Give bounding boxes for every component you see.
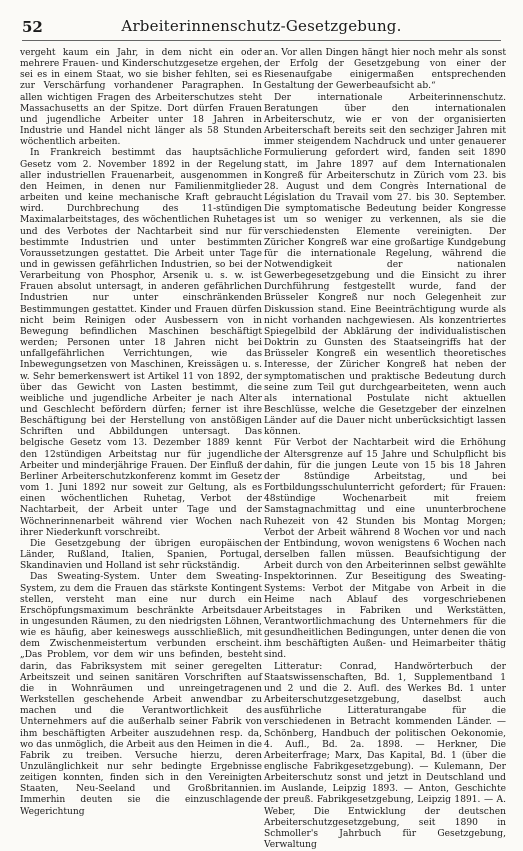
paragraph: In Frankreich bestimmt das hauptsächliche Gesetz vom 2. November 1892 in der Regelung aller industriellen Frauenarbeit, ausgenommen in den Heimen, in denen nur Familienmitglieder arbeiten und keine mechanische Kraft gebraucht wird. Durchbrechung des 11-stündigen Maximalarbeitstages, des wöchentlichen Ruhetages und des Verbotes der Nachtarbeit sind nur für bestimmte Industrien und unter bestimmten Voraussetzungen gestattet. Die Arbeit unter Tage und in gewissen gefährlichen Industrien, so bei der Verarbeitung von Phosphor, Arsenik u. s. w. ist Frauen absolut untersagt, in anderen gefährlichen Industrien nur unter einschränkenden Bestimmungen gestattet. Kinder und Frauen dürfen nicht beim Reinigen oder Ausbessern von in Bewegung befindlichen Maschinen beschäftigt werden; Personen unter 18 Jahren nicht bei unfallgefährlichen Verrichtungen, wie das Inbewegungsetzen von Maschinen, Kreissägen u. s. w. Sehr bemerkenswert ist Artikel 11 von 1892, der über das Gewicht von Lasten bestimmt, die weibliche und jugendliche Arbeiter je nach Alter und Geschlecht befördern dürfen; ferner ist ihre Beschäftigung bei der Herstellung von anstößigen Schriften und Abbildungen untersagt. Das belgische Gesetz vom 13. Dezember 1889 kennt den 12stündigen Arbeitstag nur für jugendliche Arbeiter und minderjährige Frauen. Der Einfluß der Berliner Arbeiterschutzkonferenz kommt im Gesetz vom 1. Juni 1892 nur soweit zur Geltung, als es einen wöchentlichen Ruhetag, Verbot der Nachtarbeit, der Arbeit unter Tage und der Wöchnerinnenarbeit während vier Wochen nach ihrer Niederkunft vorschreibt. <box>20 148 262 538</box>
paragraph: Für Verbot der Nachtarbeit wird die Erhöhung der Altersgrenze auf 15 Jahre und Schulpflicht bis dahin, für die jungen Leute von 15 bis 18 Jahren der 8stündige Arbeitstag, und bei Fortbildungsschulunterricht gefordert; für Frauen: 48stündige Wochenarbeit mit freiem Samstagnachmittag und eine ununterbrochene Ruhezeit von 42 Stunden bis Montag Morgen; Verbot der Arbeit während 8 Wochen vor und nach der Entbindung, wovon wenigstens 6 Wochen nach derselben fallen müssen. Beaufsichtigung der Arbeit durch von den Arbeiterinnen selbst gewählte Inspektorinnen. Zur Beseitigung des Sweating-Systems: Verbot der Mitgabe von Arbeit in die Heime nach Ablauf des vorgeschriebenen Arbeitstages in Fabriken und Werkstätten, Verantwortlichmachung des Unternehmers für die gesundheitlichen Bedingungen, unter denen die von ihm beschäftigten Außen- und Heimarbeiter thätig sind. <box>264 438 506 661</box>
paragraph: an. Vor allen Dingen hängt hier noch mehr als sonst der Erfolg der Gesetzgebung von einer der Riesenaufgabe einigermaßen entsprechenden Gestaltung der Gewerbeaufsicht ab.“ <box>264 48 506 92</box>
paragraph: Der internationale Arbeiterinnenschutz. Beratungen über den internationalen Arbeiterschutz, wie er von der organisierten Arbeiterschaft bereits seit den sechziger Jahren mit immer steigendem Nachdruck und unter genauerer Formulierung gefordert wird, fanden seit 1890 statt, im Jahre 1897 auf dem Internationalen Kongreß für Arbeiterschutz in Zürich vom 23. bis 28. August und dem Congrès International de Législation du Travail vom 27. bis 30. September. Die symptomatische Bedeutung beider Kongresse ist um so weniger zu verkennen, als sie die verschiedensten Elemente vereinigten. Der Züricher Kongreß war eine großartige Kundgebung für die internationale Regelung, während die Notwendigkeit der nationalen Gewerbegesetzgebung und die Einsicht zu ihrer Durchführung festgestellt wurde, fand der Brüsseler Kongreß nur noch Gelegenheit zur Diskussion stand. Eine Beeinträchtigung wurde als nicht vorhanden nachgewiesen. Als konzentriertes Spiegelbild der Abklärung der individualistischen Doktrin zu Gunsten des Staatseingriffs hat der Brüsseler Kongreß ein wesentlich theoretisches Interesse, der Züricher Kongreß hat neben der symptomatischen und praktische Bedeutung durch seine zum Teil gut durchgearbeiteten, wenn auch als international Postulate nicht aktuellen Beschlüsse, welche die Gesetzgeber der einzelnen Länder auf die Dauer nicht unberücksichtigt lassen können. <box>264 92 506 438</box>
left-column <box>20 48 262 817</box>
paragraph: Das Sweating-System. Unter dem Sweating-System, zu dem die Frauen das stärkste Kontingent stellen, versteht man eine nur durch ein Erschöpfungsmaximum beschränkte Arbeitsdauer in ungesunden Räumen, zu den niedrigsten Löhnen, wie es häufig, aber keineswegs ausschließlich, mit dem Zwischenmeistertum verbunden erscheint. „Das Problem, vor dem wir uns befinden, besteht darin, das Fabriksystem mit seiner geregelten Arbeitszeit und seinen sanitären Vorschriften auf die in Wohnräumen und unreingetragenen Werkstellen geschehende Arbeit anwendbar zu machen und die Verantwortlichkeit des Unternehmers auf die außerhalb seiner Fabrik von ihm beschäftigten Arbeiter auszudehnen resp. da, wo das unmöglich, die Arbeit aus den Heimen in die Fabrik zu treiben. Versuche hierzu, deren Unzulänglichkeit nur sehr bedingte Ergebnisse zeitigen konnten, finden sich in den Vereinigten Staaten, Neu-Seeland und Großbritannien. Immerhin deuten sie die einzuschlagende Wegerichtung <box>20 572 262 817</box>
paragraph: vergeht kaum ein Jahr, in dem nicht ein oder mehrere Frauen- und Kinderschutzgesetze ergehen, sei es in einem Staat, wo sie bisher fehlten, sei es zur Verschärfung vorhandener Paragraphen. In allen wichtigen Fragen des Arbeiterschutzes steht Massachusetts an der Spitze. Dort dürfen Frauen und jugendliche Arbeiter unter 18 Jahren in Industrie und Handel nicht länger als 58 Stunden wöchentlich arbeiten. <box>20 48 262 148</box>
running-head: Arbeiterinnenschutz-Gesetzgebung. <box>121 17 402 35</box>
right-column <box>264 48 506 851</box>
page-header <box>22 10 501 41</box>
page-number: 52 <box>22 18 43 36</box>
paragraph: Die Gesetzgebung der übrigen europäischen Länder, Rußland, Italien, Spanien, Portugal, Skandinavien und Holland ist sehr rückständig. <box>20 538 262 572</box>
paragraph: Litteratur: Conrad, Handwörterbuch der Staatswissenschaften, Bd. 1, Supplementband 1 und 2 und die 2. Aufl. des Werkes Bd. 1 unter Arbeiterschutzgesetzgebung, daselbst auch ausführliche Litteraturangabe für die verschiedenen in Betracht kommenden Länder. — Schönberg, Handbuch der politischen Oekonomie, 4. Aufl., Bd. 2a. 1898. — Herkner, Die Arbeiterfrage; Marx, Das Kapital, Bd. 1 (über die englische Fabrikgesetzgebung). — Kulemann, Der Arbeiterschutz sonst und jetzt in Deutschland und im Auslande, Leipzig 1893. — Anton, Geschichte der preuß. Fabrikgesetzgebung, Leipzig 1891. — A. Weber, Die Entwicklung der deutschen Arbeiterschutzgesetzgebung, seit 1890 in Schmoller's Jahrbuch für Gesetzgebung, Verwaltung <box>264 661 506 851</box>
